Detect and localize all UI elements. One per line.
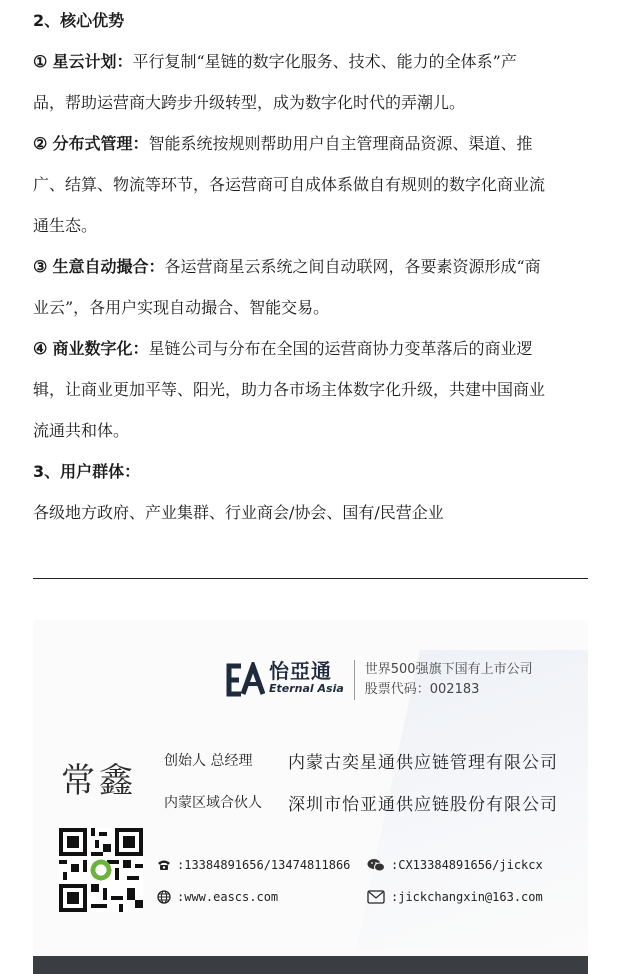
logo-chinese-name: 怡亞通 [269, 659, 332, 683]
section-2-heading: 2、核心优势 [33, 11, 125, 30]
contact-email [367, 890, 543, 904]
document-body [33, 0, 589, 533]
mail-icon [367, 890, 385, 904]
advantage-item-1-cont: 品，帮助运营商大跨步升级转型，成为数字化时代的弄潮儿。 [33, 93, 466, 112]
wechat-text: :CX13384891656/jickcx [391, 858, 543, 872]
advantage-item-4-cont: 辑，让商业更加平等、阳光，助力各市场主体数字化升级，共建中国商业 [33, 380, 546, 399]
role-partner: 内蒙区域合伙人 [164, 795, 262, 811]
advantage-item-2-cont: 广、结算、物流等环节，各运营商可自成体系做自有规则的数字化商业流 [33, 175, 546, 194]
company-logo [223, 660, 533, 700]
company-name-2: 深圳市怡亚通供应链股份有限公司 [288, 795, 558, 815]
website-text: :www.eascs.com [177, 890, 279, 904]
contact-wechat [367, 858, 543, 872]
advantage-item-1: ① 星云计划：平行复制“星链的数字化服务、技术、能力的全体系”产 [33, 52, 517, 71]
card-bottom-bar [33, 956, 588, 974]
phone-text: :13384891656/13474811866 [177, 858, 351, 872]
advantage-item-4-cont2: 流通共和体。 [33, 421, 130, 440]
business-card-image [33, 620, 588, 974]
contact-phone [157, 858, 350, 872]
advantage-item-3-cont: 业云”，各用户实现自动撮合、智能交易。 [33, 298, 330, 317]
wechat-icon [367, 858, 385, 872]
qr-code [59, 828, 143, 912]
email-text: :jickchangxin@163.com [391, 890, 543, 904]
eternal-asia-logo-icon [223, 662, 265, 698]
role-founder: 创始人 总经理 [164, 753, 253, 769]
tagline-fortune500: 世界500强旗下国有上市公司 [364, 662, 533, 677]
logo-english-name: Eternal Asia [269, 682, 344, 695]
advantage-item-2-cont2: 通生态。 [33, 216, 98, 235]
globe-icon [157, 890, 171, 904]
section-3-heading: 3、用户群体： [33, 462, 141, 481]
phone-icon [157, 859, 171, 871]
horizontal-divider [33, 578, 588, 579]
advantage-item-3: ③ 生意自动撮合：各运营商星云系统之间自动联网，各要素资源形成“商 [33, 257, 541, 276]
contact-website [157, 890, 278, 904]
advantage-item-4: ④ 商业数字化：星链公司与分布在全国的运营商协力变革落后的商业逻 [33, 339, 533, 358]
logo-divider [354, 660, 355, 700]
advantage-item-2: ② 分布式管理：智能系统按规则帮助用户自主管理商品资源、渠道、推 [33, 134, 533, 153]
person-name: 常鑫 [61, 761, 137, 801]
company-name-1: 内蒙古奕星通供应链管理有限公司 [288, 753, 558, 773]
tagline-stock-code: 股票代码：002183 [364, 682, 480, 697]
user-groups-text: 各级地方政府、产业集群、行业商会/协会、国有/民营企业 [33, 503, 444, 522]
